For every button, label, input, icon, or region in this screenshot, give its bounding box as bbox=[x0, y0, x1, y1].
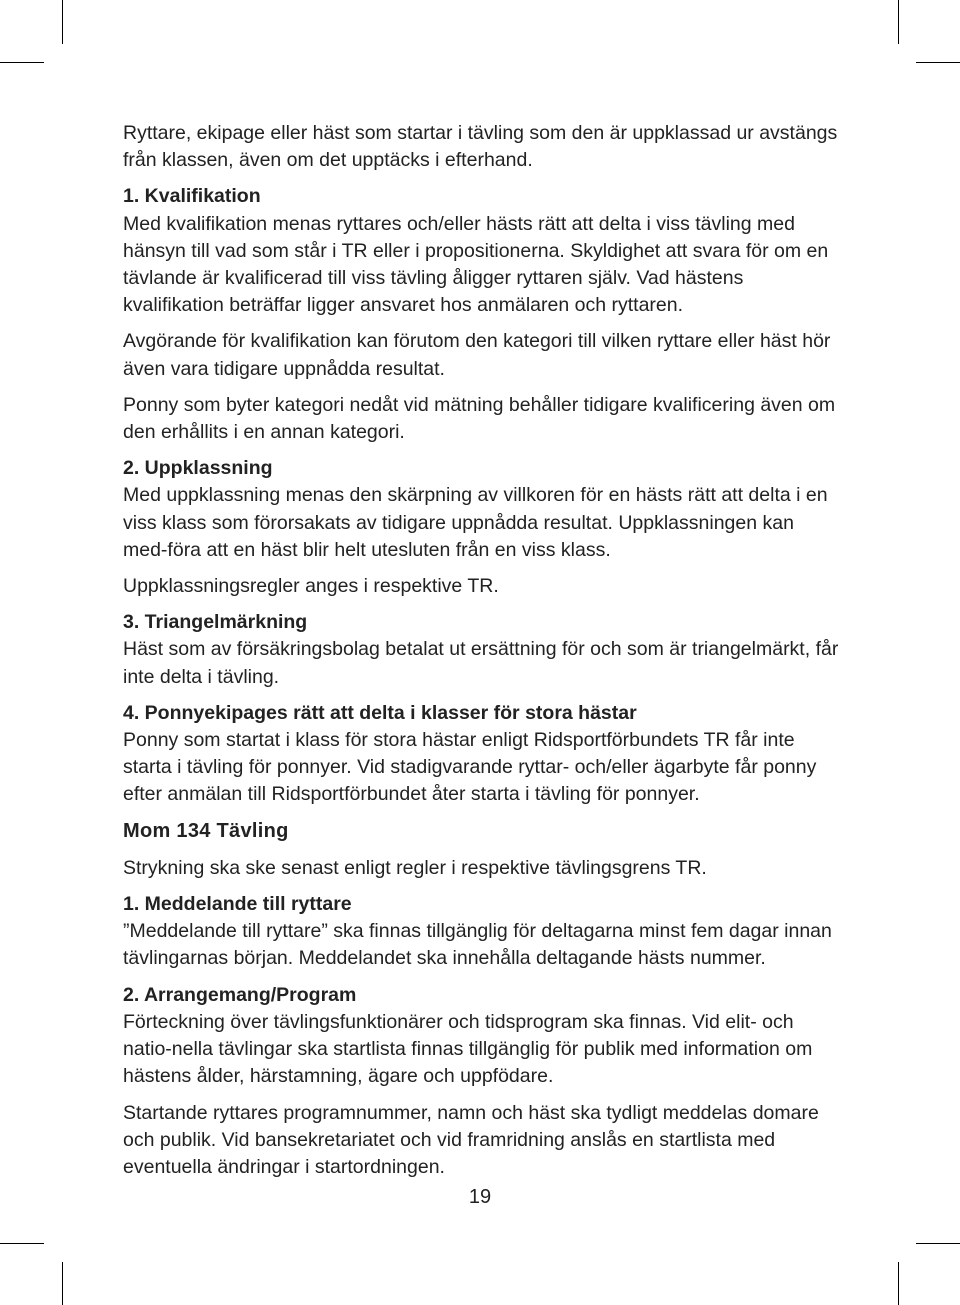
crop-mark-right-bottom bbox=[916, 1243, 960, 1244]
triangelmarkning-paragraph: Häst som av försäkringsbolag betalat ut ersättning för och som är triangelmärkt, får inte delta i tävling. bbox=[123, 638, 839, 688]
section-heading-arrangemang: 2. Arrangemang/Program bbox=[123, 983, 357, 1006]
crop-mark-left-top bbox=[0, 62, 44, 63]
meddelande-paragraph: ”Meddelande till ryttare” ska finnas tillgänglig för deltagarna minst fem dagar innan tävlingarnas början. Meddelandet ska innehålla deltagande hästs nummer. bbox=[123, 920, 832, 970]
crop-mark-top-right bbox=[898, 0, 899, 44]
section-heading-meddelande: 1. Meddelande till ryttare bbox=[123, 893, 352, 916]
mom-paragraph: Strykning ska ske senast enligt regler i respektive tävlingsgrens TR. bbox=[123, 856, 707, 879]
section-heading-uppklassning: 2. Uppklassning bbox=[123, 457, 273, 480]
uppklassning-paragraph-1: Med uppklassning menas den skärpning av villkoren för en hästs rätt att delta i en viss klass som förorsakats av tidigare uppnådda resultat. Uppklassningen kan med-föra att en häst blir helt utesluten från en viss klass. bbox=[123, 484, 828, 561]
intro-paragraph: Ryttare, ekipage eller häst som startar i tävling som den är uppklassad ur avstängs från klassen, även om det upptäcks i efterhand. bbox=[123, 122, 838, 172]
section-heading-ponnyekipage: 4. Ponnyekipages rätt att delta i klasser för stora hästar bbox=[123, 701, 637, 724]
page-number: 19 bbox=[468, 1186, 492, 1208]
crop-mark-left-bottom bbox=[0, 1243, 44, 1244]
arrangemang-paragraph-1: Förteckning över tävlingsfunktionärer och tidsprogram ska finnas. Vid elit- och natio-nella tävlingar ska startlista finnas tillgänglig för publik med information om hästens ålder, härstamning, ägare och uppfödare. bbox=[123, 1010, 813, 1088]
section-heading-kvalifikation: 1. Kvalifikation bbox=[123, 185, 261, 208]
crop-mark-bottom-left bbox=[62, 1262, 63, 1305]
crop-mark-top-left bbox=[62, 0, 63, 44]
arrangemang-paragraph-2: Startande ryttares programnummer, namn och häst ska tydligt meddelas domare och publik. Vid bansekretariatet och vid framridning anslås en startlista med eventuella ändringar i startordningen. bbox=[123, 1101, 819, 1178]
kvalifikation-paragraph-3: Ponny som byter kategori nedåt vid mätning behåller tidigare kvalificering även om den erhållits i en annan kategori. bbox=[123, 393, 836, 444]
crop-mark-bottom-right bbox=[898, 1262, 899, 1305]
kvalifikation-paragraph-1: Med kvalifikation menas ryttares och/eller hästs rätt att delta i viss tävling med hänsyn till vad som står i TR eller i propositionerna. Skyldighet att svara för om en tävlande är kvalificerad till viss tävling åligger ryttaren själv. Vad hästens kvalifikation beträffar ligger ansvaret hos anmälaren och ryttaren. bbox=[123, 212, 829, 317]
kvalifikation-paragraph-2: Avgörande för kvalifikation kan förutom den kategori till vilken ryttare eller häst hör även vara tidigare uppnådda resultat. bbox=[123, 330, 831, 380]
mom-heading: Mom 134 Tävling bbox=[123, 819, 289, 842]
crop-mark-right-top bbox=[916, 62, 960, 63]
uppklassning-paragraph-2: Uppklassningsregler anges i respektive TR. bbox=[123, 575, 499, 598]
page-body bbox=[123, 120, 843, 1181]
section-heading-triangelmarkning: 3. Triangelmärkning bbox=[123, 611, 308, 634]
ponnyekipage-paragraph: Ponny som startat i klass för stora hästar enligt Ridsportförbundets TR får inte starta i tävling för ponnyer. Vid stadigvarande ryttar- och/eller ägarbyte får ponny efter anmälan till Ridsportförbundet åter starta i tävling för ponnyer. bbox=[123, 729, 817, 806]
